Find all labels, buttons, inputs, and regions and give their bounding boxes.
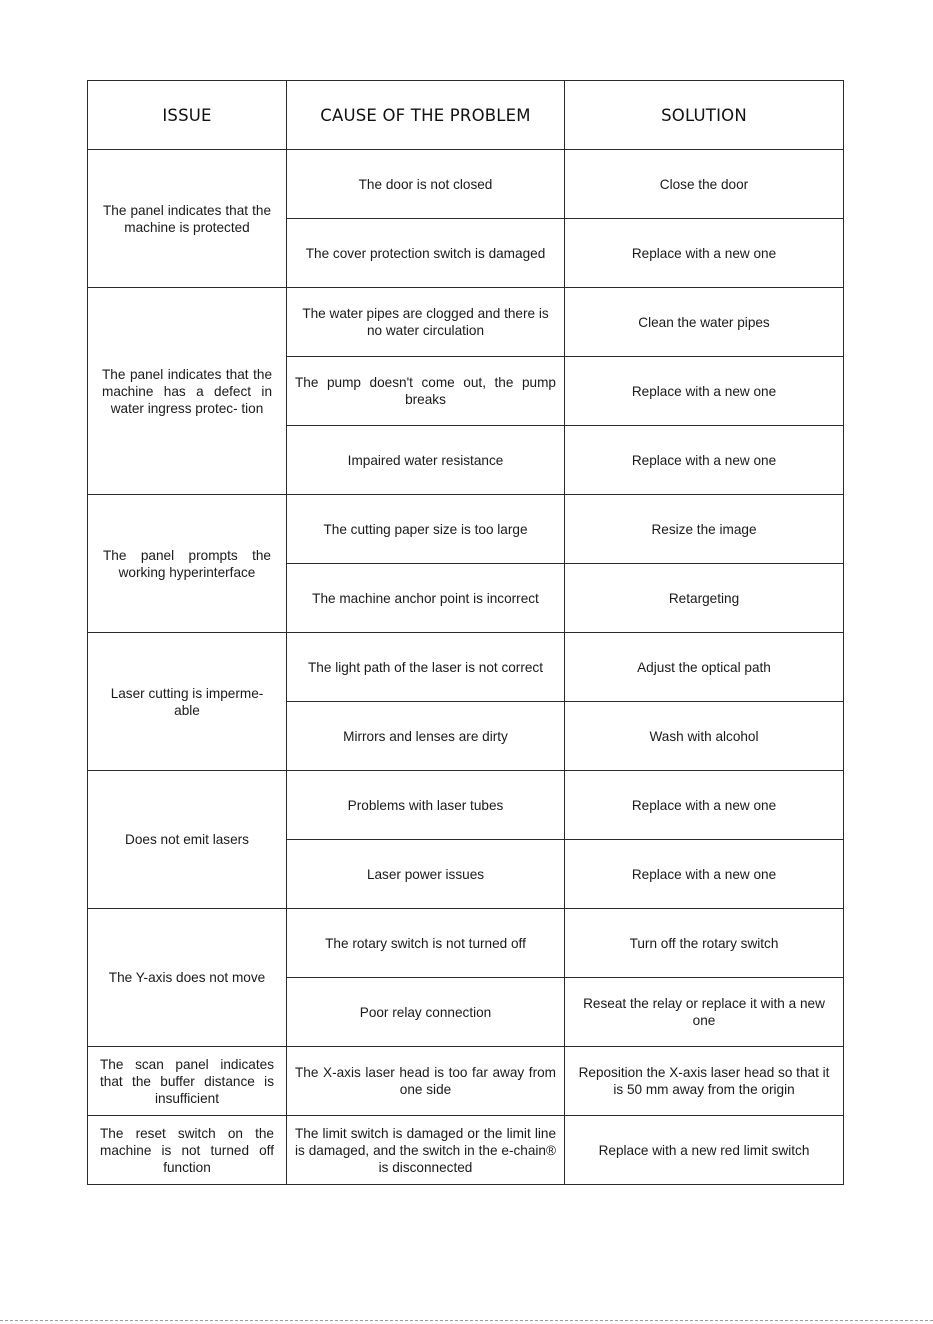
solution-cell: Resize the image	[565, 495, 844, 564]
solution-cell: Replace with a new one	[565, 840, 844, 909]
issue-cell: The Y-axis does not move	[88, 909, 287, 1047]
cause-cell: The water pipes are clogged and there is no water circulation	[287, 288, 565, 357]
solution-cell: Adjust the optical path	[565, 633, 844, 702]
table-row	[88, 909, 844, 978]
issue-cell: The panel prompts the working hyperinterface	[88, 495, 287, 633]
cause-cell: The cutting paper size is too large	[287, 495, 565, 564]
cause-cell: The X-axis laser head is too far away from one side	[287, 1047, 565, 1116]
cause-cell: Poor relay connection	[287, 978, 565, 1047]
cause-cell: The cover protection switch is damaged	[287, 219, 565, 288]
cause-column-header: CAUSE OF THE PROBLEM	[287, 81, 565, 150]
issue-cell: The panel indicates that the machine is protected	[88, 150, 287, 288]
page-bottom-rule	[0, 1320, 933, 1321]
cause-cell: Impaired water resistance	[287, 426, 565, 495]
cause-cell: Mirrors and lenses are dirty	[287, 702, 565, 771]
cause-cell: The door is not closed	[287, 150, 565, 219]
table-row	[88, 150, 844, 219]
issue-cell: Does not emit lasers	[88, 771, 287, 909]
cause-cell: The machine anchor point is incorrect	[287, 564, 565, 633]
cause-cell: The rotary switch is not turned off	[287, 909, 565, 978]
table-row	[88, 495, 844, 564]
issue-cell: The panel indicates that the machine has a defect in water ingress protec- tion	[88, 288, 287, 495]
solution-cell: Replace with a new red limit switch	[565, 1116, 844, 1185]
issue-cell: Laser cutting is imperme- able	[88, 633, 287, 771]
issue-cell: The scan panel indicates that the buffer distance is insufficient	[88, 1047, 287, 1116]
cause-cell: The limit switch is damaged or the limit line is damaged, and the switch in the e-chain® is disconnected	[287, 1116, 565, 1185]
solution-cell: Replace with a new one	[565, 219, 844, 288]
solution-cell: Reseat the relay or replace it with a new one	[565, 978, 844, 1047]
solution-cell: Replace with a new one	[565, 771, 844, 840]
solution-cell: Wash with alcohol	[565, 702, 844, 771]
solution-column-header: SOLUTION	[565, 81, 844, 150]
solution-cell: Close the door	[565, 150, 844, 219]
header-row	[88, 81, 844, 150]
solution-cell: Replace with a new one	[565, 357, 844, 426]
solution-cell: Retargeting	[565, 564, 844, 633]
cause-cell: The light path of the laser is not correct	[287, 633, 565, 702]
table-row	[88, 1047, 844, 1116]
solution-cell: Replace with a new one	[565, 426, 844, 495]
solution-cell: Clean the water pipes	[565, 288, 844, 357]
table-row	[88, 771, 844, 840]
solution-cell: Turn off the rotary switch	[565, 909, 844, 978]
issue-column-header: ISSUE	[88, 81, 287, 150]
table-row	[88, 633, 844, 702]
cause-cell: Problems with laser tubes	[287, 771, 565, 840]
troubleshooting-table	[87, 80, 844, 1185]
cause-cell: The pump doesn't come out, the pump breaks	[287, 357, 565, 426]
table-row	[88, 1116, 844, 1185]
issue-cell: The reset switch on the machine is not turned off function	[88, 1116, 287, 1185]
table-row	[88, 288, 844, 357]
solution-cell: Reposition the X-axis laser head so that it is 50 mm away from the origin	[565, 1047, 844, 1116]
cause-cell: Laser power issues	[287, 840, 565, 909]
